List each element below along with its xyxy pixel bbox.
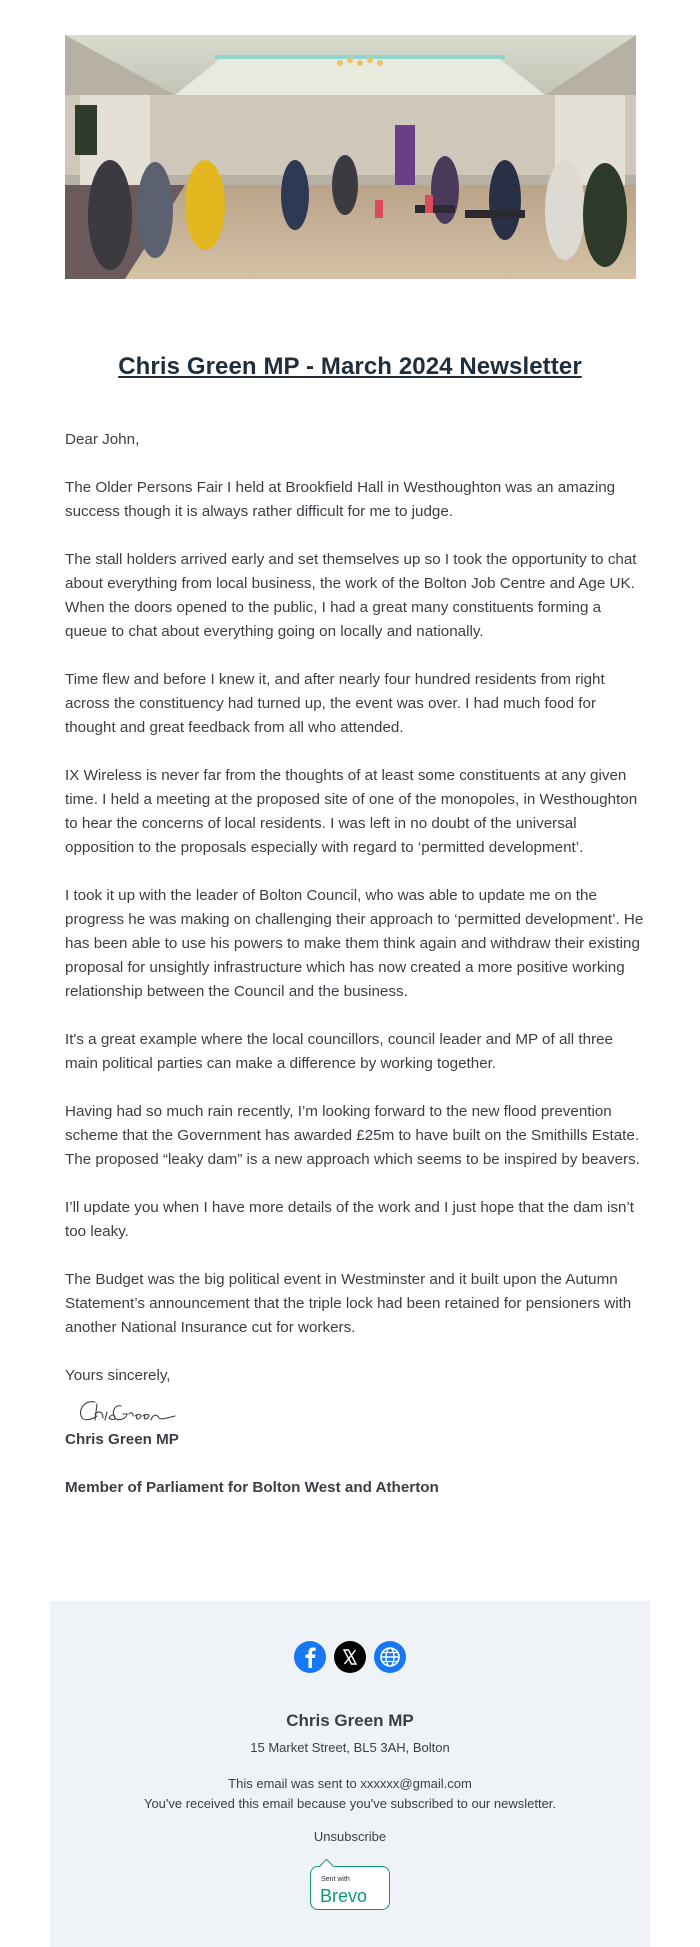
- body-paragraph: Time flew and before I knew it, and after nearly four hundred residents from right across the constituency had turned up, the event was over. I had much food for thought and great feedback from all who attended.: [65, 671, 605, 736]
- sign-name: Chris Green MP: [65, 1431, 179, 1448]
- badge-notch: [319, 1859, 335, 1875]
- badge-sent-with: Sent with: [321, 1876, 350, 1883]
- brevo-logo: Brevo: [320, 1886, 368, 1906]
- body-paragraph: The stall holders arrived early and set themselves up so I took the opportunity to chat about everything from local business, the work of the Bolton Job Centre and Age UK. When the doors opened to the public, I had a great many constituents forming a queue to chat about everything going on locally and nationally.: [65, 551, 637, 640]
- signature: [75, 1394, 185, 1428]
- brevo-badge[interactable]: [310, 1866, 390, 1910]
- newsletter-title: Chris Green MP - March 2024 Newsletter: [118, 353, 582, 380]
- unsubscribe-link[interactable]: Unsubscribe: [313, 1829, 387, 1844]
- body-paragraph: I’ll update you when I have more details of the work and I just hope that the dam isn’t too leaky.: [65, 1199, 635, 1240]
- body-paragraph: It's a great example where the local councillors, council leader and MP of all three main political parties can make a difference by working together.: [65, 1031, 613, 1072]
- footer-address: 15 Market Street, BL5 3AH, Bolton: [250, 1740, 450, 1755]
- body-paragraph: The Budget was the big political event in Westminster and it built upon the Autumn Statement’s announcement that the triple lock had been retained for pensioners with another National Insurance cut for workers.: [65, 1271, 632, 1336]
- sent-to-text: This email was sent to xxxxxx@gmail.com: [228, 1776, 472, 1791]
- event-photo: [65, 35, 636, 279]
- newsletter-body: [65, 428, 645, 1524]
- facebook-icon[interactable]: [294, 1641, 326, 1673]
- body-paragraph: The Older Persons Fair I held at Brookfield Hall in Westhoughton was an amazing success though it is always rather difficult for me to judge.: [65, 479, 616, 520]
- body-paragraph: I took it up with the leader of Bolton Council, who was able to update me on the progress he was making on challenging their approach to ‘permitted development’. He has been able to use his powers to make them think again and withdraw their existing proposal for unsightly infrastructure which has now created a more positive working relationship between the Council and the business.: [65, 887, 644, 1000]
- email-footer: [50, 1601, 650, 1947]
- footer-sent-info: [50, 1774, 650, 1814]
- x-icon[interactable]: [334, 1641, 366, 1673]
- website-icon[interactable]: [374, 1641, 406, 1673]
- closing: Yours sincerely,: [65, 1367, 171, 1384]
- social-links: [50, 1641, 650, 1673]
- body-paragraph: IX Wireless is never far from the thoughts of at least some constituents at any given time. I held a meeting at the proposed site of one of the monopoles, in Westhoughton to hear the concerns of local residents. I was left in no doubt of the universal opposition to the proposals especially with regard to ‘permitted development’.: [65, 767, 638, 856]
- body-paragraph: Having had so much rain recently, I’m looking forward to the new flood prevention scheme that the Government has awarded £25m to have built on the Smithills Estate. The proposed “leaky dam” is a new approach which seems to be inspired by beavers.: [65, 1103, 640, 1168]
- greeting: Dear John,: [65, 431, 140, 448]
- subscription-reason: You've received this email because you've subscribed to our newsletter.: [143, 1796, 557, 1811]
- sign-role: Member of Parliament for Bolton West and Atherton: [65, 1479, 439, 1496]
- footer-sender-name: Chris Green MP: [286, 1711, 414, 1730]
